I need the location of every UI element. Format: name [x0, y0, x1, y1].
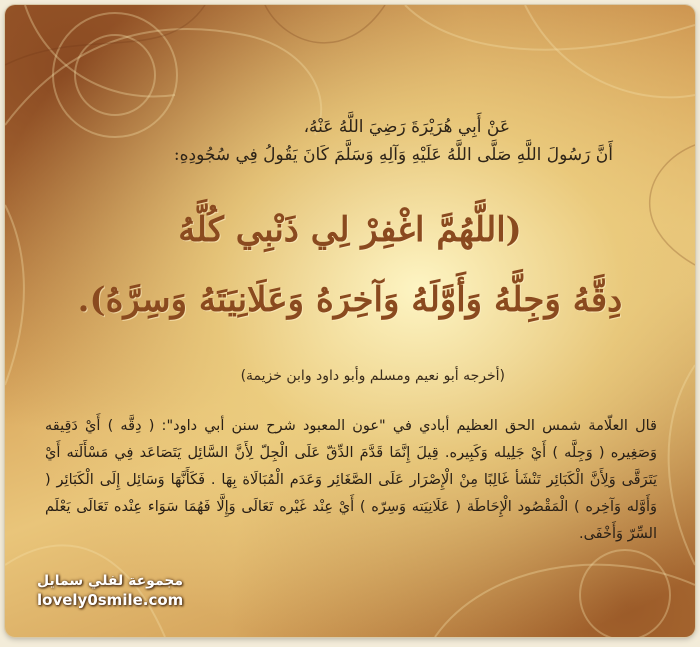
content-area — [5, 5, 695, 637]
site-branding[interactable] — [37, 573, 183, 609]
brand-site-url[interactable]: lovely0smile.com — [37, 591, 184, 609]
hadith-card — [5, 5, 695, 637]
narrator-line: عَنْ أَبِي هُرَيْرَةَ رَضِيَ اللَّهُ عَنْهُ، — [303, 117, 510, 137]
dua-line-2: دِقَّهُ وَجِلَّهُ وَأَوَّلَهُ وَآخِرَهُ وَعَلَانِيَتَهُ وَسِرَّهُ). — [77, 280, 623, 320]
context-line: أَنَّ رَسُولَ اللَّهِ صَلَّى اللَّهُ عَلَيْهِ وَآلِهِ وَسَلَّمَ كَانَ يَقُولُ فِي سُجُودِهِ: — [173, 145, 613, 165]
brand-arabic-name: مجموعة لفلي سمايل — [37, 573, 184, 589]
commentary-text: قال العلّامة شمس الحق العظيم أبادي في "عون المعبود شرح سنن أبي داود": ( دِقَّه ) أَيْ دَقِيقه وَصَغِيره ( وَجِلَّه ) أَيْ جَلِيله وَكَبِيره. قِيلَ إِنَّمَا قَدَّمَ الدِّقّ عَلَى الْجِلّ لِأَنَّ السَّائِل يَتَصَاعَد فِي مَسْأَلَته أَيْ يَتَرَقَّى وَلِأَنَّ الْكَبَائِر تَنْشَأ غَالِبًا مِنْ الْإِصْرَار عَلَى الصَّغَائِر وَعَدَم الْمُبَالَاة بِهَا . فَكَأَنَّهَا وَسَائِل إِلَى الْكَبَائِر ( وَأَوَّله وَآخِره ) الْمَقْصُود الْإِحَاطَة ( عَلَانِيَته وَسِرّه ) أَيْ عِنْد غَيْره تَعَالَى وَإِلَّا فَهُمَا سَوَاء عِنْده تَعَالَى يَعْلَم السِّرّ وَأَخْفَى. — [45, 418, 657, 542]
dua-line-1: (اللَّهُمَّ اغْفِرْ لِي ذَنْبِي كُلَّهُ — [178, 210, 522, 250]
hadith-source: (أخرجه أبو نعيم ومسلم وأبو داود وابن خزيمة) — [240, 368, 505, 384]
